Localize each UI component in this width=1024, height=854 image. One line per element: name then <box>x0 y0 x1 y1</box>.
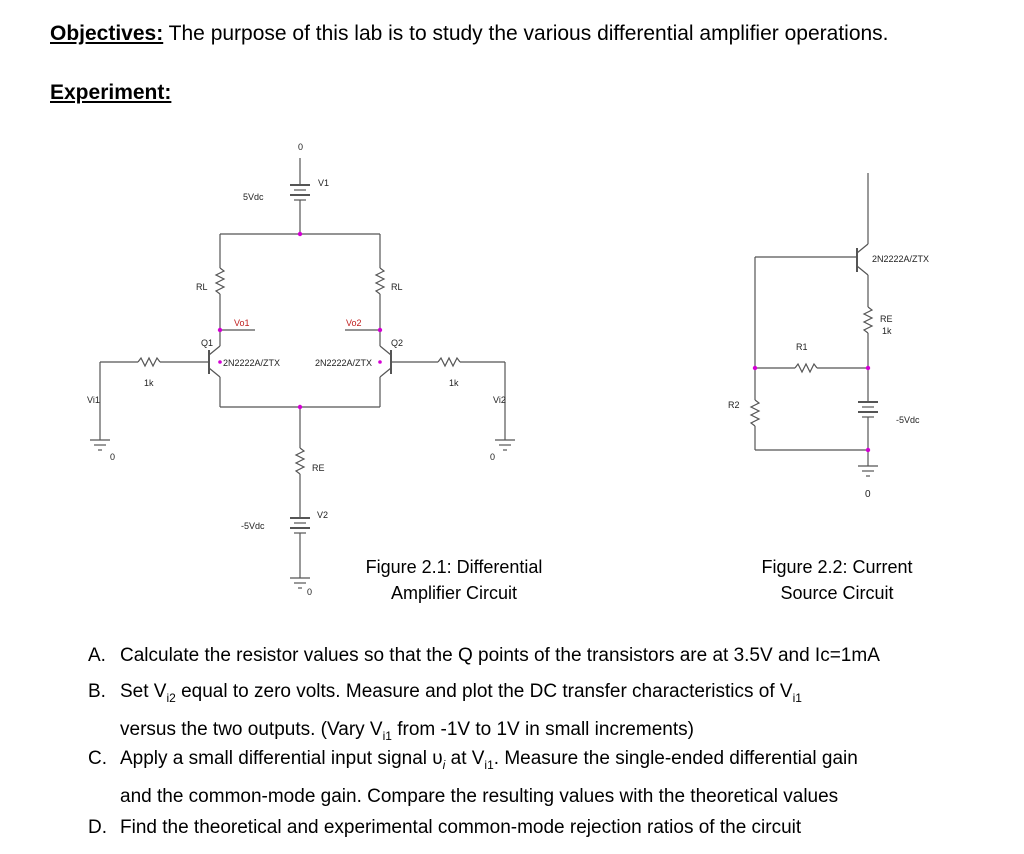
figure-2-2-circuit <box>751 173 878 476</box>
f2-zero: 0 <box>865 489 871 500</box>
task-b-line1-mid: equal to zero volts. Measure and plot the DC transfer characteristics of V <box>175 681 793 702</box>
figure-2-2-labels <box>728 254 929 500</box>
f1-vi1: Vi1 <box>87 395 100 405</box>
figure-2-1-caption-line1: Figure 2.1: Differential <box>365 557 543 577</box>
f2-r2: R2 <box>728 400 740 410</box>
figure-2-2-caption-line1: Figure 2.2: Current <box>761 557 913 577</box>
objectives-label: Objectives: <box>50 22 164 45</box>
task-b-sub1: i2 <box>166 690 176 705</box>
f1-r-in-right: 1k <box>449 378 459 388</box>
f1-vi2: Vi2 <box>493 395 506 405</box>
f1-vo2: Vo2 <box>346 318 362 328</box>
f1-rl-left: RL <box>196 282 208 292</box>
figure-2-1-caption <box>344 554 564 606</box>
f1-rl-right: RL <box>391 282 403 292</box>
task-c-line2: and the common-mode gain. Compare the resulting values with the theoretical values <box>120 785 839 807</box>
f1-vo1: Vo1 <box>234 318 250 328</box>
figure-2-2-caption <box>742 554 932 606</box>
task-b <box>88 676 988 752</box>
task-b-line1-pre: Set V <box>120 681 167 702</box>
task-b-sub2: i1 <box>792 690 802 705</box>
figure-2-2-caption-line2: Source Circuit <box>780 583 894 603</box>
f1-vcc: 5Vdc <box>243 192 264 202</box>
task-a <box>88 640 988 672</box>
figure-2-2-nodes <box>753 366 870 452</box>
f1-q1: Q1 <box>201 338 214 348</box>
figure-2-1-caption-line2: Amplifier Circuit <box>390 583 518 603</box>
task-c-letter: C. <box>88 748 107 769</box>
f2-re: RE <box>880 314 893 324</box>
f1-zero-top: 0 <box>298 142 304 152</box>
task-d-letter: D. <box>88 817 107 838</box>
f2-r1: R1 <box>796 342 808 352</box>
f2-re-val: 1k <box>882 326 892 336</box>
task-c <box>88 743 988 813</box>
f1-zero-left: 0 <box>110 452 116 462</box>
task-a-letter: A. <box>88 645 106 666</box>
f2-vee: -5Vdc <box>896 415 920 425</box>
objectives-text: The purpose of this lab is to study the various differential amplifier operations. <box>163 22 889 45</box>
figure-2-1-circuit <box>90 158 515 588</box>
task-d <box>88 812 988 844</box>
f1-re: RE <box>312 463 325 473</box>
task-c-line1-mid: at V <box>445 748 485 769</box>
f1-q1-model: 2N2222A/ZTX <box>223 358 281 368</box>
task-b-sub3: i1 <box>382 728 392 743</box>
f1-r-in-left: 1k <box>144 378 154 388</box>
task-b-line1 <box>120 676 980 714</box>
f1-q2-model: 2N2222A/ZTX <box>315 358 373 368</box>
f1-zero-bottom: 0 <box>307 587 313 597</box>
experiment-label: Experiment: <box>50 81 172 104</box>
f1-vee: -5Vdc <box>241 521 265 531</box>
task-c-symbol: υ <box>432 748 443 769</box>
f1-v2: V2 <box>317 510 329 520</box>
task-d-text: Find the theoretical and experimental common-mode rejection ratios of the circuit <box>120 817 802 838</box>
f1-v1: V1 <box>318 178 330 188</box>
task-c-symbol-sub: i <box>442 757 446 772</box>
f2-q-model: 2N2222A/ZTX <box>872 254 930 264</box>
task-c-line1 <box>120 743 988 781</box>
task-c-line1-pre: Apply a small differential input signal <box>120 748 433 769</box>
f1-zero-right: 0 <box>490 452 496 462</box>
task-c-line1-post: . Measure the single-ended differential gain <box>493 748 858 769</box>
task-a-text: Calculate the resistor values so that the Q points of the transistors are at 3.5V and Ic=1mA <box>120 645 880 666</box>
task-c-sub1: i1 <box>484 757 494 772</box>
f1-q2: Q2 <box>391 338 404 348</box>
task-b-line2-pre: versus the two outputs. (Vary V <box>120 718 383 740</box>
task-b-letter: B. <box>88 681 106 702</box>
task-b-line2-post: from -1V to 1V in small increments) <box>391 718 694 740</box>
